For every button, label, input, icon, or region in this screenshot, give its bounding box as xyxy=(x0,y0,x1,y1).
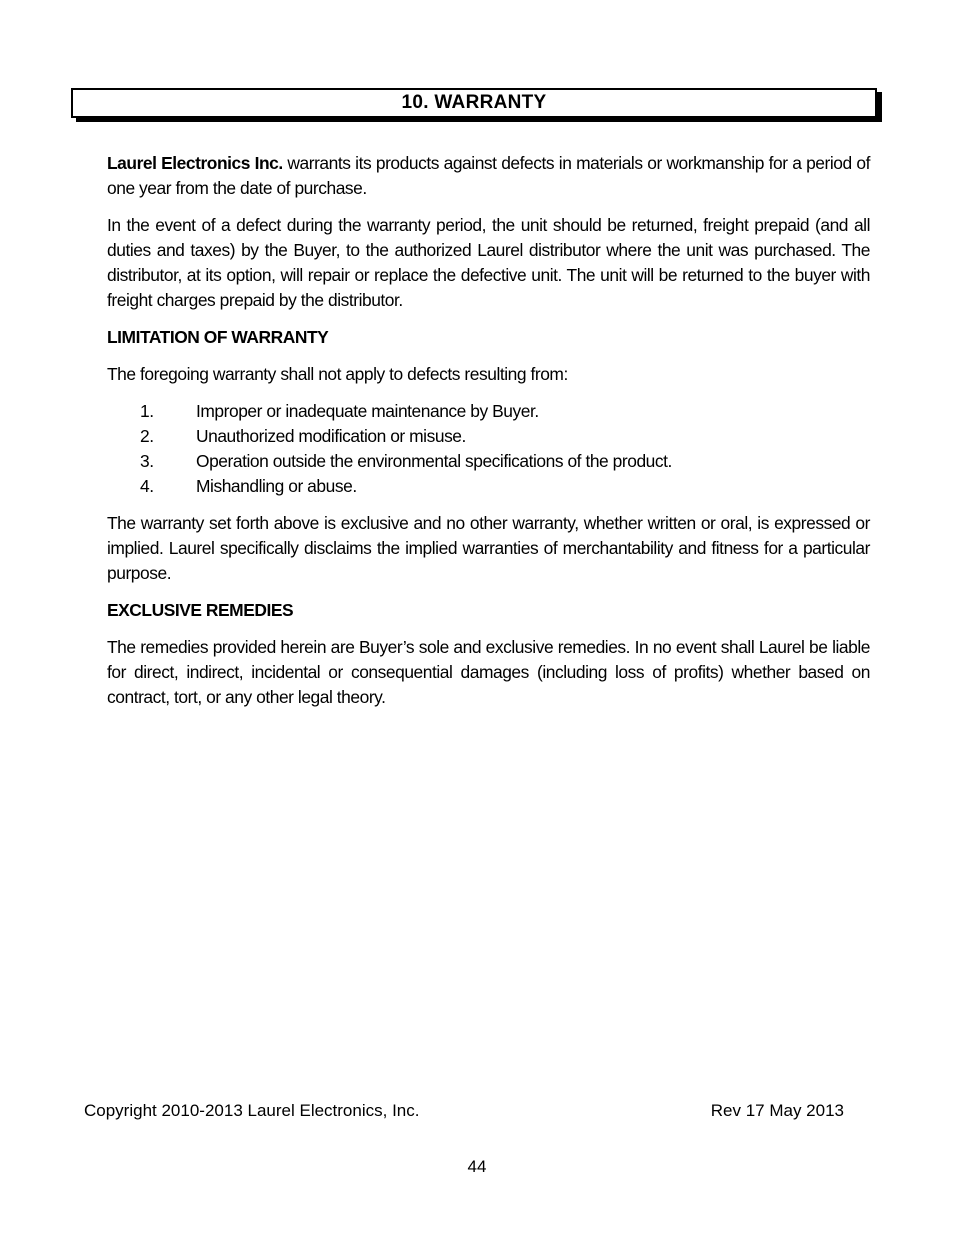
limitation-heading: LIMITATION OF WARRANTY xyxy=(107,327,329,347)
exclusive-warranty-paragraph: The warranty set forth above is exclusive and no other warranty, whether written or oral, is expressed or implied. Laurel specifically disclaims the implied warranties of merchantability and fitness for a particular purpose. xyxy=(107,513,870,583)
list-item-number: 4. xyxy=(140,476,154,496)
copyright-text: Copyright 2010-2013 Laurel Electronics, Inc. xyxy=(84,1101,420,1120)
warranty-intro-text: warrants its products against defects in materials or workmanship for a period of one year from the date of purchase. xyxy=(107,153,870,198)
list-item-number: 3. xyxy=(140,451,154,471)
list-item-number: 2. xyxy=(140,426,154,446)
list-item-text: Operation outside the environmental specifications of the product. xyxy=(196,451,672,471)
revision-text: Rev 17 May 2013 xyxy=(710,1101,844,1120)
list-item-text: Improper or inadequate maintenance by Buyer. xyxy=(196,401,539,421)
remedies-paragraph: The remedies provided herein are Buyer’s sole and exclusive remedies. In no event shall Laurel be liable for direct, indirect, incidental or consequential damages (including loss of profits) whether based on contract, tort, or any other legal theory. xyxy=(107,637,870,707)
list-item-text: Unauthorized modification or misuse. xyxy=(196,426,466,446)
list-item xyxy=(107,399,870,424)
company-name: Laurel Electronics Inc. xyxy=(107,153,283,173)
page-footer xyxy=(84,1101,844,1121)
list-item xyxy=(107,474,870,499)
page-number: 44 xyxy=(467,1157,487,1176)
warranty-intro-paragraph xyxy=(107,151,870,201)
document-body xyxy=(107,151,870,722)
list-item-number: 1. xyxy=(140,401,154,421)
defect-paragraph: In the event of a defect during the warranty period, the unit should be returned, freight prepaid (and all duties and taxes) by the Buyer, to the authorized Laurel distributor where the unit was purchased. The distributor, at its option, will repair or replace the defective unit. The unit will be returned to the buyer with freight charges prepaid by the distributor. xyxy=(107,215,870,310)
list-item-text: Mishandling or abuse. xyxy=(196,476,357,496)
limitation-intro: The foregoing warranty shall not apply to defects resulting from: xyxy=(107,364,568,384)
remedies-heading: EXCLUSIVE REMEDIES xyxy=(107,600,294,620)
list-item xyxy=(107,424,870,449)
list-item xyxy=(107,449,870,474)
exclusions-list xyxy=(107,399,870,499)
section-title-box xyxy=(71,88,877,118)
section-title: 10. WARRANTY xyxy=(401,92,547,113)
